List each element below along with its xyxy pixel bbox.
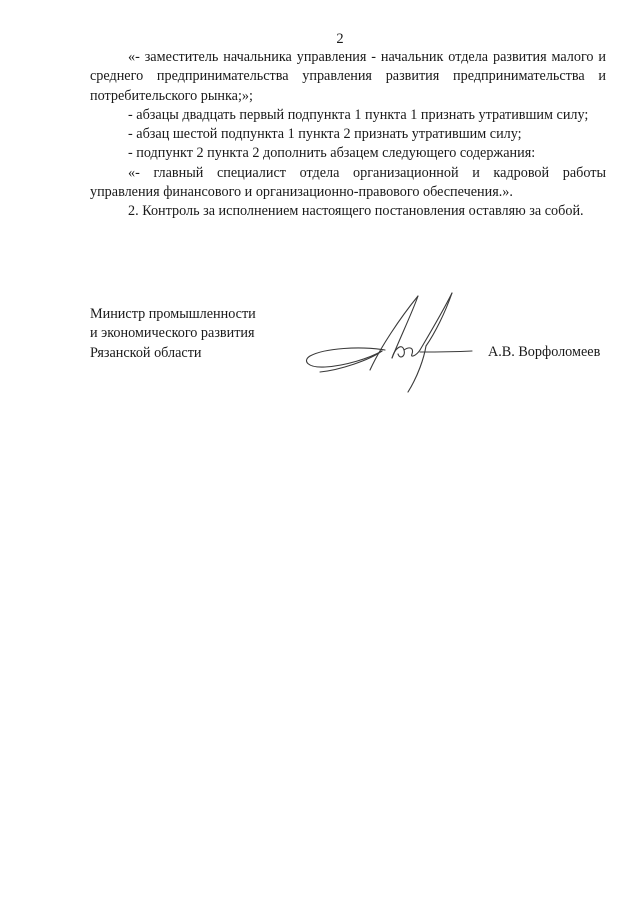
signatory-position bbox=[90, 305, 256, 363]
paragraph-chief-specialist: «- главный специалист отдела организационной и кадровой работы управления финансового и организационно-правового обеспечения.». bbox=[90, 164, 606, 201]
paragraph-twenty-first: - абзацы двадцать первый подпункта 1 пункта 1 признать утратившим силу; bbox=[128, 106, 589, 123]
document-body bbox=[90, 48, 606, 222]
signatory-position-line: и экономического развития bbox=[90, 325, 255, 342]
signatory-position-line: Рязанской области bbox=[90, 344, 202, 361]
paragraph-sixth: - абзац шестой подпункта 1 пункта 2 признать утратившим силу; bbox=[128, 126, 522, 143]
paragraph-subitem-2: - подпункт 2 пункта 2 дополнить абзацем следующего содержания: bbox=[128, 145, 536, 162]
signatory-name: А.В. Ворфоломеев bbox=[488, 344, 601, 360]
handwritten-signature bbox=[300, 288, 475, 398]
signatory-position-line: Министр промышленности bbox=[90, 306, 256, 322]
paragraph-control: 2. Контроль за исполнением настоящего постановления оставляю за собой. bbox=[128, 203, 584, 220]
page-number: 2 bbox=[336, 31, 344, 47]
paragraph-deputy-head: «- заместитель начальника управления - начальник отдела развития малого и среднего предпринимательства управления развития предпринимательства и потребительского рынка;»; bbox=[90, 49, 606, 104]
